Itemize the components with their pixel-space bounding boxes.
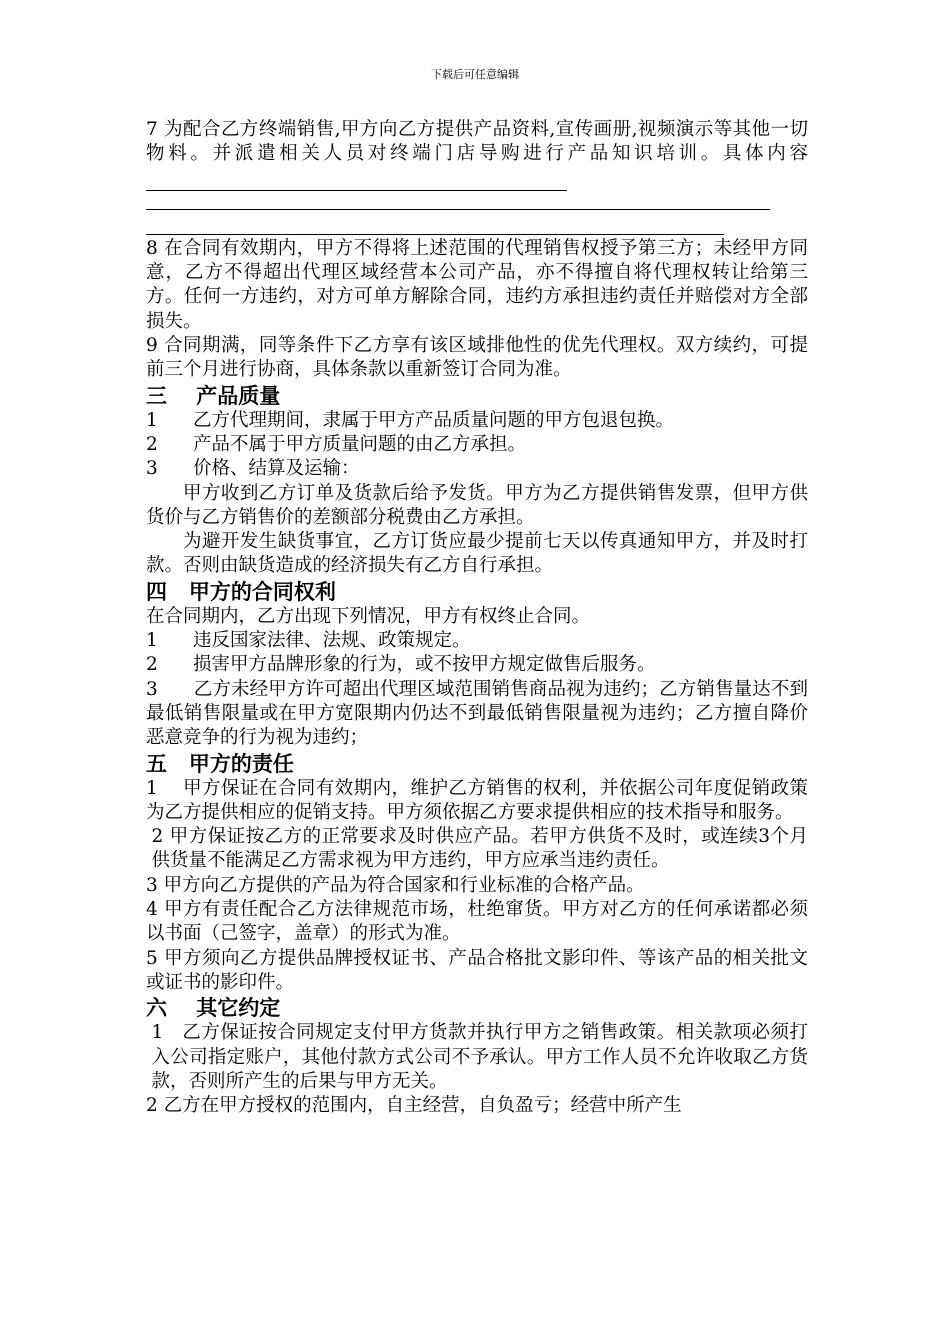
section-4-item-1: 1 违反国家法律、法规、政策规定。	[146, 630, 471, 652]
section-3-item-3: 3 价格、结算及运输：	[146, 458, 360, 480]
section-6-item-2: 2 乙方在甲方授权的范围内，自主经营，自负盈亏；经营中所产生	[146, 1095, 682, 1117]
fill-in-blank-line-3[interactable]	[146, 210, 724, 235]
page-header: 下载后可任意编辑	[431, 68, 519, 81]
section-3-heading: 三 产品质量	[146, 382, 281, 408]
section-5-heading: 五 甲方的责任	[146, 750, 294, 776]
clause-9: 9 合同期满，同等条件下乙方享有该区域排他性的优先代理权。双方续约，可提前三个月进行协商，具体条款以重新签订合同为准。	[146, 335, 808, 381]
clause-7-text: 7 为配合乙方终端销售,甲方向乙方提供产品资料,宣传画册,视频演示等其他一切物料。并派遣相关人员对终端门店导购进行产品知识培训。具体内容	[146, 119, 808, 165]
section-4-heading: 四 甲方的合同权利	[146, 578, 336, 604]
section-3-item-1: 1 乙方代理期间，隶属于甲方产品质量问题的甲方包退包换。	[146, 409, 675, 431]
section-3-item-2: 2 产品不属于甲方质量问题的由乙方承担。	[146, 433, 527, 455]
section-6-heading: 六 其它约定	[146, 995, 281, 1021]
document-body	[146, 118, 808, 1118]
section-4-item-2: 2 损害甲方品牌形象的行为，或不按甲方规定做售后服务。	[146, 654, 656, 676]
section-4-item-3: 3 乙方未经甲方许可超出代理区域范围销售商品视为违约；乙方销售量达不到最低销售限量或在甲方宽限期内仍达不到最低销售限量视为违约；乙方擅自降价恶意竞争的行为视为违约；	[146, 678, 808, 749]
fill-in-blank-line-2[interactable]	[146, 191, 770, 210]
fill-in-blank-line[interactable]	[146, 170, 567, 191]
section-6-item-1: 1 乙方保证按合同规定支付甲方货款并执行甲方之销售政策。相关款项必须打入公司指定账户，其他付款方式公司不予承认。甲方工作人员不允许收取乙方货款，否则所产生的后果与甲方无关。	[151, 1022, 808, 1092]
section-5-item-4: 4 甲方有责任配合乙方法律规范市场，杜绝窜货。甲方对乙方的任何承诺都必须以书面（己签字，盖章）的形式为准。	[146, 899, 808, 945]
section-5-item-1: 1 甲方保证在合同有效期内，维护乙方销售的权利，并依据公司年度促销政策为乙方提供相应的促销支持。甲方须依据乙方要求提供相应的技术指导和服务。	[146, 777, 808, 823]
clause-8: 8 在合同有效期内，甲方不得将上述范围的代理销售权授予第三方；未经甲方同意，乙方不得超出代理区域经营本公司产品，亦不得擅自将代理权转让给第三方。任何一方违约，对方可单方解除合同，违约方承担违约责任并赔偿对方全部损失。	[146, 237, 808, 332]
clause-7	[146, 118, 808, 191]
section-5-item-3: 3 甲方向乙方提供的产品为符合国家和行业标准的合格产品。	[146, 874, 645, 896]
section-4-intro: 在合同期内，乙方出现下列情况，甲方有权终止合同。	[146, 605, 591, 627]
section-5-item-2: 2 甲方保证按乙方的正常要求及时供应产品。若甲方供货不及时，或连续3个月供货量不能满足乙方需求视为甲方违约，甲方应承当违约责任。	[151, 826, 808, 872]
section-3-paragraph-2: 为避开发生缺货事宜，乙方订货应最少提前七天以传真通知甲方，并及时打款。否则由缺货造成的经济损失有乙方自行承担。	[146, 531, 808, 577]
section-5-item-5: 5 甲方须向乙方提供品牌授权证书、产品合格批文影印件、等该产品的相关批文或证书的影印件。	[146, 947, 808, 993]
section-3-paragraph-1: 甲方收到乙方订单及货款后给予发货。甲方为乙方提供销售发票，但甲方供货价与乙方销售价的差额部分税费由乙方承担。	[146, 482, 808, 528]
